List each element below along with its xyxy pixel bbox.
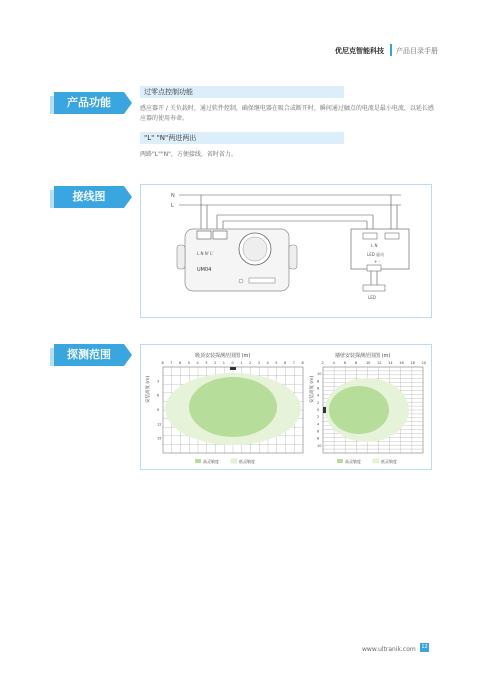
chart2-y-tick: 10 xyxy=(317,372,322,377)
chart2-x-tick: 4 xyxy=(332,361,335,365)
chart2-y-tick: 8 xyxy=(317,436,320,441)
chart1-x-tick: 1 xyxy=(222,361,225,365)
chart2-ylabel: 安装高度 (m) xyxy=(310,375,315,403)
driver-label: LED 驱动 xyxy=(367,252,385,257)
chart2-y-tick: 4 xyxy=(317,422,320,427)
chart1-y-tick: 12 xyxy=(157,422,162,427)
legend2-low: 低灵敏度 xyxy=(381,459,397,464)
led-driver xyxy=(351,229,409,271)
led-lamp xyxy=(363,285,385,291)
function-text-2: 两路"L""N"，方便接线，省时省力。 xyxy=(140,151,237,158)
chart1-x-tick: 6 xyxy=(284,361,287,365)
chart1-ylabel: 安装高度 (m) xyxy=(146,375,151,403)
chart2-x-tick: 8 xyxy=(354,361,358,365)
wall-high-zone xyxy=(329,386,389,434)
header-subtitle: 产品目录手册 xyxy=(396,47,438,55)
section-tag-range: 探测范围 xyxy=(54,344,124,366)
page-number: 12 xyxy=(421,644,428,650)
chart2-y-tick: 4 xyxy=(317,393,320,398)
function-text-1-line1: 感应器开 / 关负载时，通过软件控制，确保继电器在吸合或断开时，瞬间通过触点的电流是最小电流，以延长感 xyxy=(140,105,434,112)
wall-range-chart xyxy=(308,361,426,453)
header-brand: 优尼克智能科技 xyxy=(335,47,384,55)
chart2-x-tick: 18 xyxy=(410,361,415,365)
chart1-y-tick: 15 xyxy=(157,436,162,441)
chart2-y-tick: 2 xyxy=(317,415,320,420)
chart1-x-tick: 2 xyxy=(214,361,217,365)
driver-terminals: L N xyxy=(371,243,378,248)
sensor-module xyxy=(177,229,297,291)
chart1-x-tick: 0 xyxy=(231,361,234,365)
chart2-title: 墙壁安装探测范围图 (m) xyxy=(335,353,391,359)
chart2-y-tick: 10 xyxy=(317,443,322,448)
chart1-x-tick: 5 xyxy=(275,361,278,365)
chart1-x-tick: 7 xyxy=(292,361,295,365)
chart1-x-tick: 4 xyxy=(196,361,199,365)
range-svg xyxy=(141,345,431,469)
ceiling-range-chart xyxy=(144,361,304,453)
legend2-high: 高灵敏度 xyxy=(345,459,361,464)
section-tag-wiring: 接线图 xyxy=(54,186,124,208)
legend1-high-swatch xyxy=(195,459,201,463)
chart1-x-tick: 6 xyxy=(179,361,182,365)
chart1-x-tick: 5 xyxy=(187,361,190,365)
chart2-y-tick: 6 xyxy=(317,386,320,391)
range-panel xyxy=(140,344,432,470)
wall-sensor-icon xyxy=(323,407,326,413)
chart2-y-tick: 8 xyxy=(317,379,320,384)
legend1-low-swatch xyxy=(231,459,237,463)
chart2-x-tick: 6 xyxy=(343,361,346,365)
chart1-x-tick: 2 xyxy=(249,361,252,365)
chart1-x-tick: 3 xyxy=(205,361,208,365)
chart2-x-tick: 12 xyxy=(377,361,382,365)
footer-url: www.ultranik.com xyxy=(362,646,416,653)
module-model: UM04 xyxy=(197,267,212,273)
legend2-low-swatch xyxy=(373,459,379,463)
chart2-x-tick: 16 xyxy=(399,361,404,365)
module-terminals: L N N' L' xyxy=(197,251,214,256)
wire-n-label: N xyxy=(171,193,175,199)
chart1-x-tick: 8 xyxy=(161,361,164,365)
dip-switch xyxy=(249,278,275,283)
section-tag-function: 产品功能 xyxy=(54,92,124,114)
header-separator xyxy=(390,44,392,56)
chart1-y-tick: 9 xyxy=(157,408,160,412)
legend1-high: 高灵敏度 xyxy=(203,459,219,464)
chart2-y-tick: 2 xyxy=(317,400,320,405)
driver-polarity: + - xyxy=(374,259,381,264)
legend1-low: 低灵敏度 xyxy=(239,459,255,464)
chart1-title: 吸顶安装探测范围图 (m) xyxy=(195,353,251,359)
chart1-x-tick: 3 xyxy=(257,361,260,365)
chart1-x-tick: 7 xyxy=(170,361,173,365)
chart2-y-tick: 6 xyxy=(317,429,320,434)
chart2-x-tick: 2 xyxy=(321,361,324,365)
wire-l-label: L xyxy=(171,203,174,209)
function-subtitle-1: 过零点控制功能 xyxy=(140,86,344,98)
function-subtitle-2: "L" "N"两进两出 xyxy=(140,132,344,144)
chart1-y-tick: 3 xyxy=(157,379,160,384)
chart2-x-tick: 20 xyxy=(421,361,426,365)
led-label: LED xyxy=(368,295,376,300)
wiring-svg xyxy=(141,185,431,317)
legend2-high-swatch xyxy=(337,459,343,463)
wiring-diagram xyxy=(140,184,432,318)
function-text-1-line2: 应器的使用寿命。 xyxy=(140,115,189,122)
function-text-1 xyxy=(140,104,440,124)
chart1-x-tick: 1 xyxy=(240,361,243,365)
chart2-x-tick: 14 xyxy=(388,361,393,365)
chart1-y-tick: 6 xyxy=(157,393,160,398)
chart2-y-tick: 0 xyxy=(317,408,320,412)
chart1-x-tick: 4 xyxy=(266,361,269,365)
ceiling-high-zone xyxy=(189,377,277,437)
chart2-x-tick: 10 xyxy=(365,361,371,365)
ceiling-sensor-icon xyxy=(230,367,236,370)
chart1-x-tick: 8 xyxy=(301,361,304,365)
